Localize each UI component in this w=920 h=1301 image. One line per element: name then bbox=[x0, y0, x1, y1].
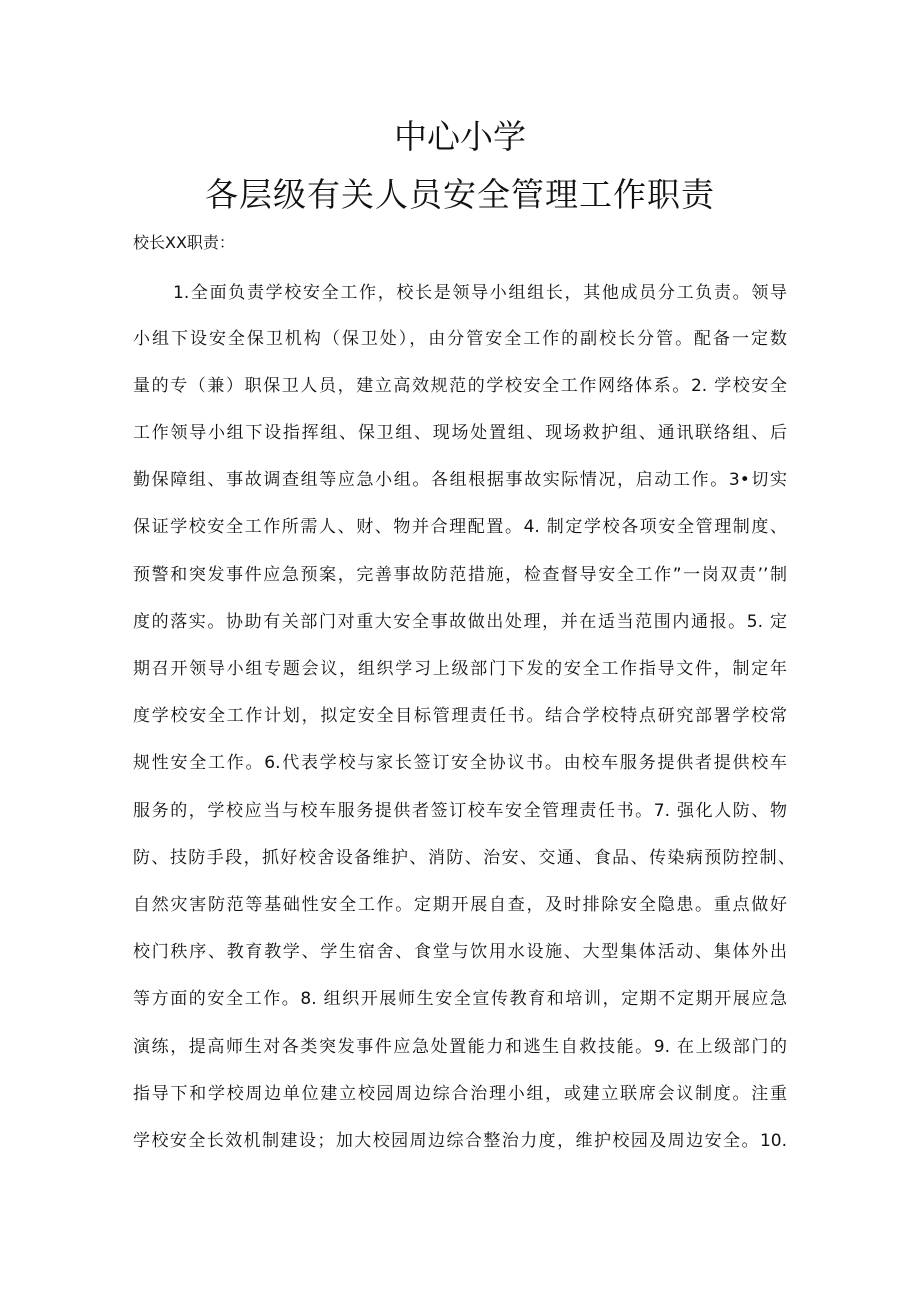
section-heading-principal: 校长XX职责： bbox=[133, 233, 235, 252]
body-line: 勤保障组、事故调查组等应急小组。各组根据事故实际情况，启动工作。3•切实 bbox=[133, 470, 787, 490]
body-line: 小组下设安全保卫机构（保卫处），由分管安全工作的副校长分管。配备一定数 bbox=[133, 329, 787, 349]
body-line: 度学校安全工作计划，拟定安全目标管理责任书。结合学校特点研究部署学校常 bbox=[133, 706, 787, 726]
body-line: 服务的，学校应当与校车服务提供者签订校车安全管理责任书。7. 强化人防、物 bbox=[133, 801, 787, 821]
body-line: 保证学校安全工作所需人、财、物并合理配置。4. 制定学校各项安全管理制度、 bbox=[133, 517, 787, 537]
body-line: 规性安全工作。6.代表学校与家长签订安全协议书。由校车服务提供者提供校车 bbox=[133, 753, 787, 773]
body-line: 指导下和学校周边单位建立校园周边综合治理小组，或建立联席会议制度。注重 bbox=[133, 1084, 787, 1104]
body-line: 量的专（兼）职保卫人员，建立高效规范的学校安全工作网络体系。2. 学校安全 bbox=[133, 376, 787, 396]
body-line: 期召开领导小组专题会议，组织学习上级部门下发的安全工作指导文件，制定年 bbox=[133, 659, 787, 679]
body-line: 校门秩序、教育教学、学生宿舍、食堂与饮用水设施、大型集体活动、集体外出 bbox=[133, 942, 787, 962]
body-line: 学校安全长效机制建设；加大校园周边综合整治力度，维护校园及周边安全。10. bbox=[133, 1131, 787, 1151]
body-line: 度的落实。协助有关部门对重大安全事故做出处理，并在适当范围内通报。5. 定 bbox=[133, 612, 787, 632]
body-line: 演练，提高师生对各类突发事件应急处置能力和逃生自救技能。9. 在上级部门的 bbox=[133, 1037, 787, 1057]
body-line: 防、技防手段，抓好校舍设备维护、消防、治安、交通、食品、传染病预防控制、 bbox=[133, 848, 795, 868]
body-line: 预警和突发事件应急预案，完善事故防范措施，检查督导安全工作”一岗双责’’制 bbox=[133, 565, 787, 585]
body-line: 工作领导小组下设指挥组、保卫组、现场处置组、现场救护组、通讯联络组、后 bbox=[133, 423, 787, 443]
body-line: 自然灾害防范等基础性安全工作。定期开展自查，及时排除安全隐患。重点做好 bbox=[133, 895, 787, 915]
body-line: 1.全面负责学校安全工作，校长是领导小组组长，其他成员分工负责。领导 bbox=[173, 283, 787, 303]
document-title-main: 各层级有关人员安全管理工作职责 bbox=[205, 175, 715, 214]
document-title-school: 中心小学 bbox=[394, 117, 526, 156]
body-line: 等方面的安全工作。8. 组织开展师生安全宣传教育和培训，定期不定期开展应急 bbox=[133, 989, 787, 1009]
